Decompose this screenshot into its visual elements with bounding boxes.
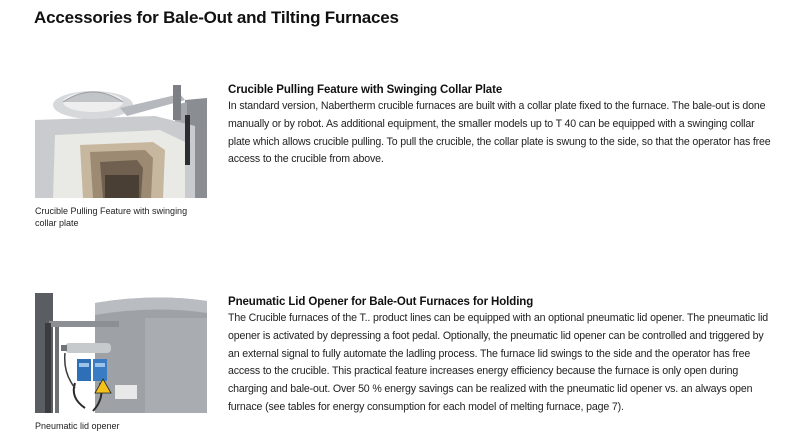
- caption-crucible-pulling: Crucible Pulling Feature with swinging collar plate: [35, 206, 188, 228]
- body-pneumatic-lid: The Crucible furnaces of the T.. product lines can be equipped with an optional pneumatic lid opener. The pneumatic lid opener is activated by depressing a foot pedal. Optionally, the pneumatic lid opener can be controlled and triggered by an external signal to fully automate the ladling process. The furnace lid swings to the side and the operator has free access to the crucible. This practical feature increases energy efficiency because the furnace is only open during charging and bale-out. Over 50 % energy savings can be realized with the pneumatic lid opener vs. an always open furnace (see tables for energy consumption for each model of melting furnace, page 7).: [228, 312, 769, 413]
- heading-pneumatic-lid: Pneumatic Lid Opener for Bale-Out Furnaces for Holding: [228, 296, 534, 308]
- body-crucible-pulling: In standard version, Nabertherm crucible furnaces are built with a collar plate fixed to the furnace. The bale-out is done manually or by robot. As additional equipment, the smaller models up to T 40 can be equipped with a swinging collar plate which allows crucible pulling. To pull the crucible, the collar plate is swung to the side, so that the operator has free access to the crucible from above.: [228, 100, 771, 166]
- pneumatic-lid-opener-photo: [35, 293, 207, 413]
- page-title: Accessories for Bale-Out and Tilting Furnaces: [34, 8, 399, 27]
- heading-crucible-pulling: Crucible Pulling Feature with Swinging Collar Plate: [228, 84, 503, 96]
- caption-pneumatic-lid: Pneumatic lid opener: [35, 421, 120, 431]
- section-crucible-pulling: [0, 80, 800, 230]
- crucible-furnace-photo: [35, 80, 207, 198]
- section-pneumatic-lid: [0, 293, 800, 431]
- text-block-pneumatic-lid: [228, 294, 776, 417]
- text-block-crucible-pulling: [228, 82, 776, 169]
